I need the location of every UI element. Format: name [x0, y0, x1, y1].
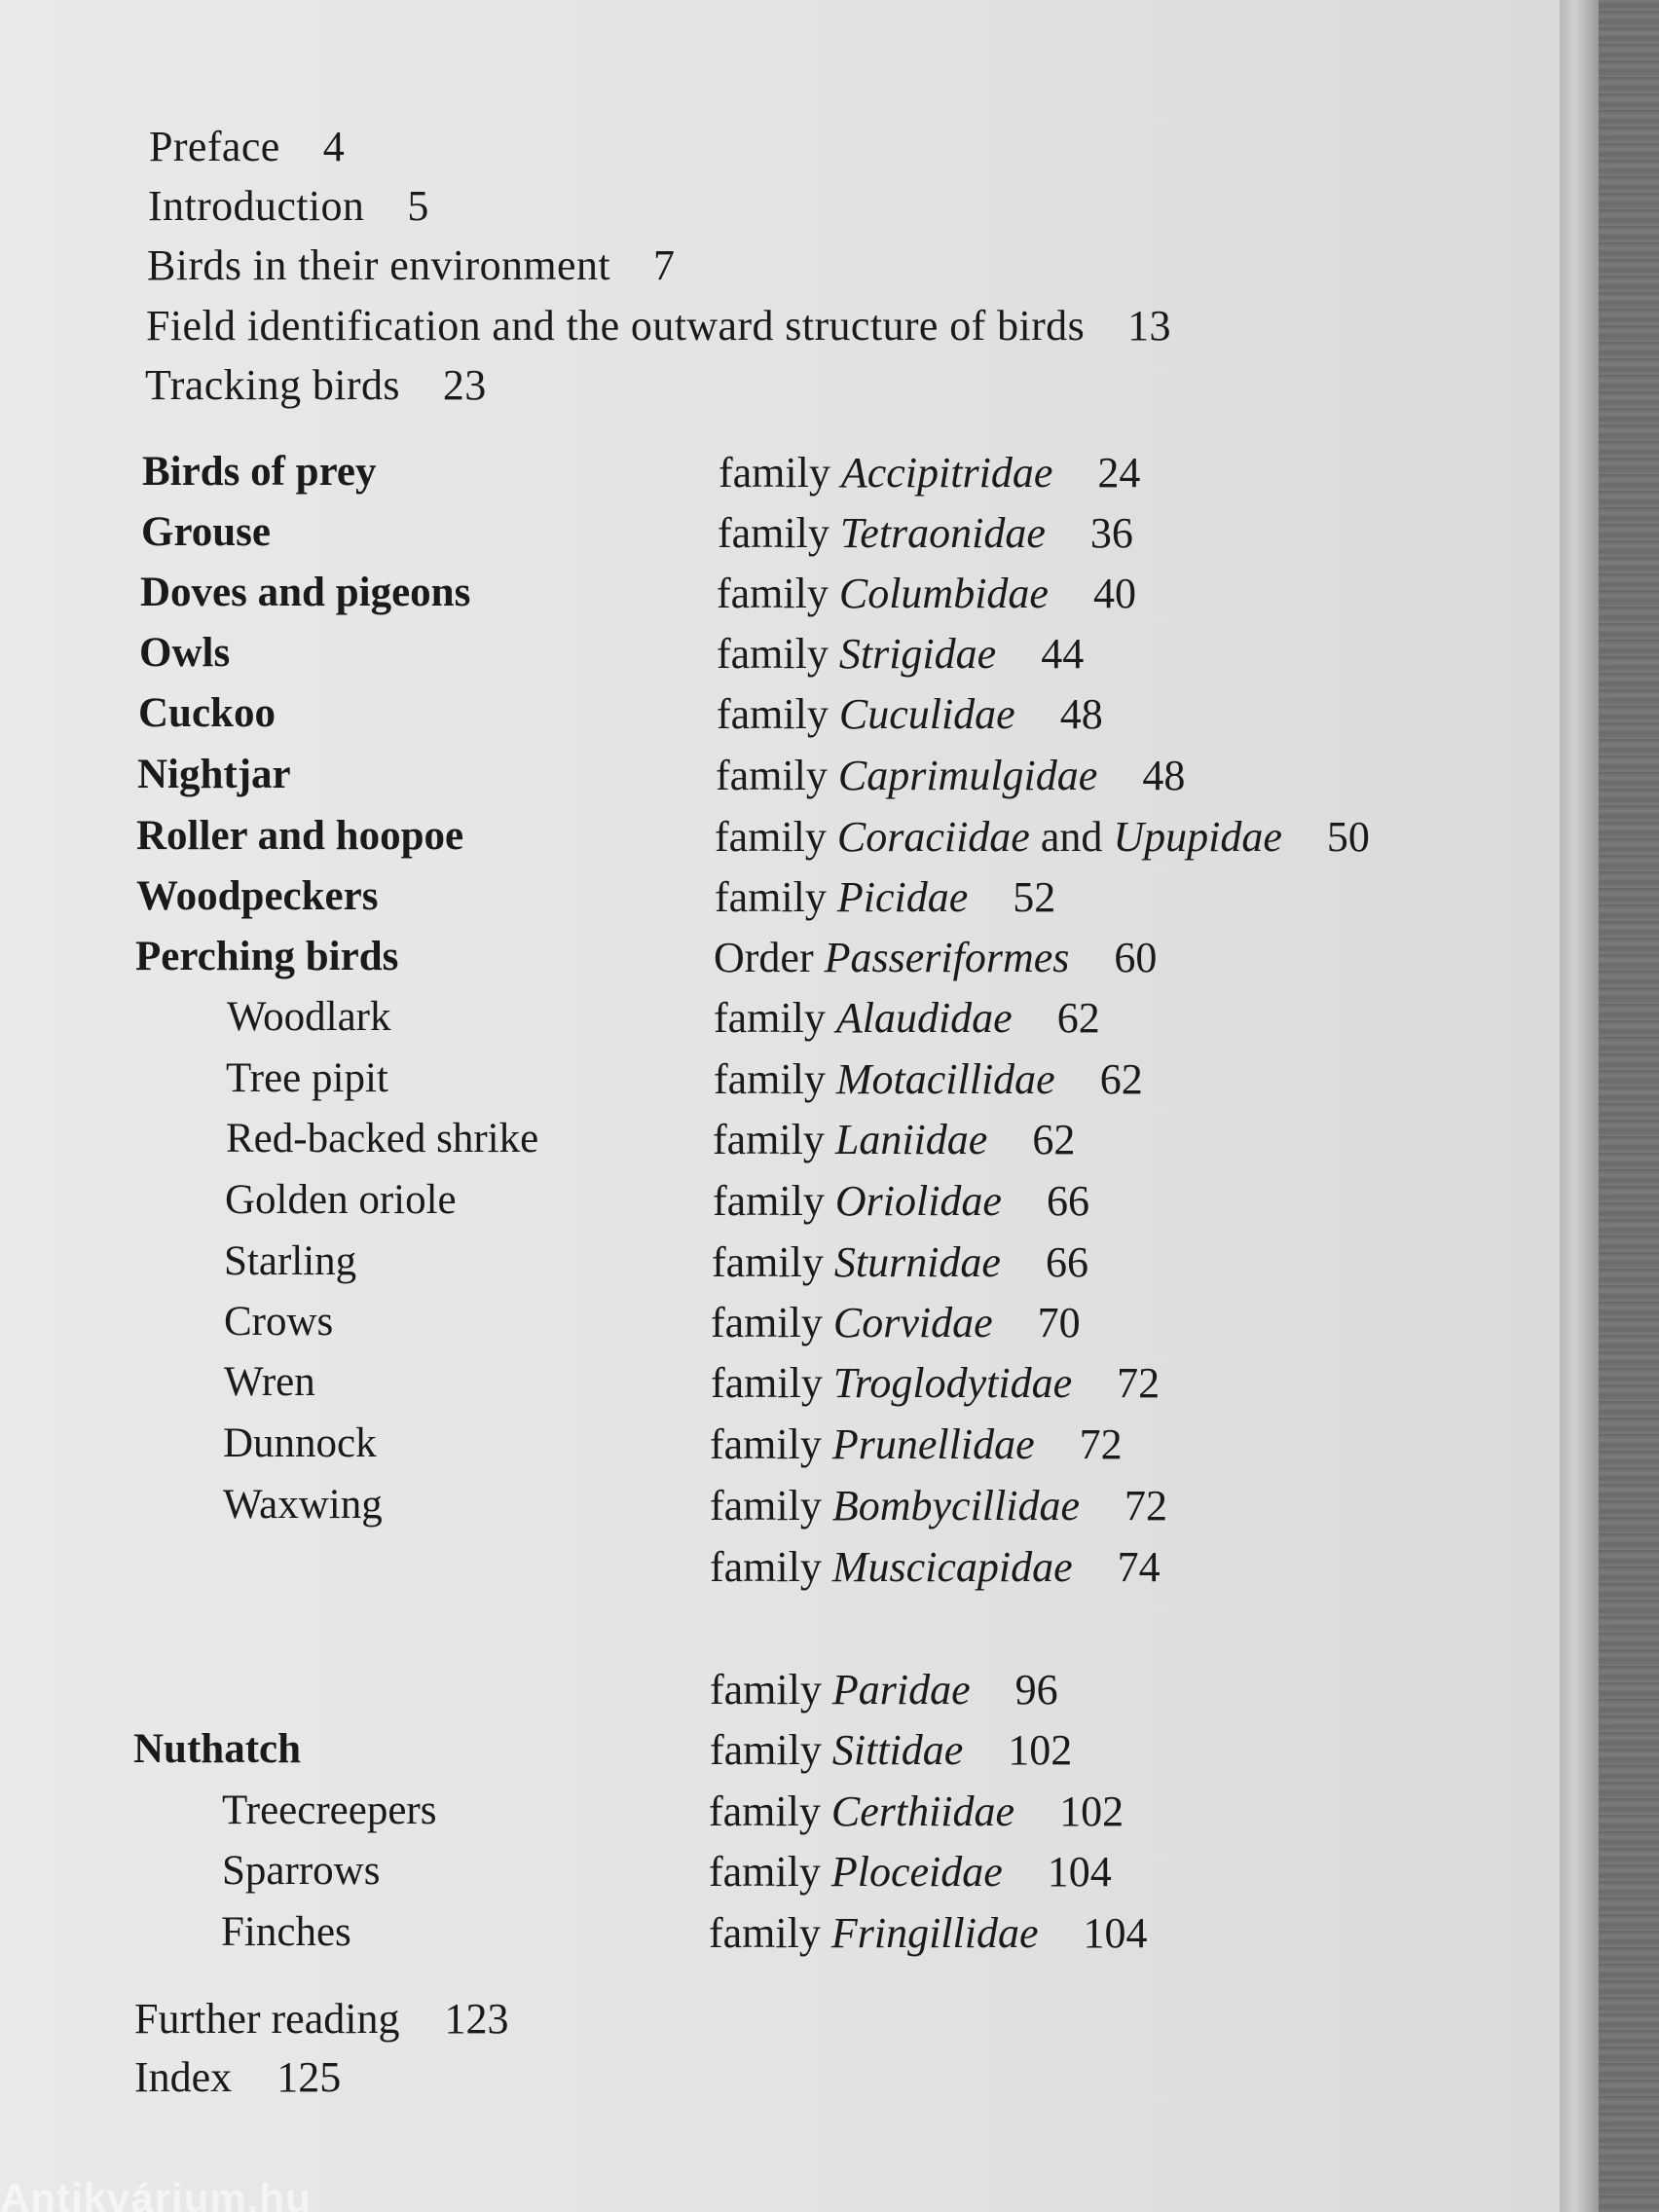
- toc-row: [0, 1237, 1558, 1298]
- group-name: Woodpeckers: [136, 873, 379, 919]
- subgroup-name: Dunnock: [223, 1420, 377, 1466]
- family-ref: [713, 1115, 1075, 1164]
- page-number: 66: [1046, 1177, 1089, 1225]
- taxon-name: Paridae: [831, 1666, 971, 1714]
- family-prefix: family: [709, 1909, 821, 1957]
- toc-row: [0, 569, 1558, 629]
- toc-entry-title: Birds in their environment: [147, 241, 610, 289]
- taxon-name: Troglodytidae: [832, 1359, 1073, 1407]
- page-number: 72: [1117, 1359, 1161, 1407]
- page-number: 102: [1059, 1788, 1124, 1835]
- page-number: 104: [1047, 1848, 1112, 1896]
- toc-row: [0, 1115, 1558, 1175]
- page-number: 74: [1117, 1543, 1161, 1591]
- book-cover-edge: [1599, 0, 1659, 2212]
- family-prefix: family: [710, 1482, 822, 1530]
- watermark: Antikvárium.hu: [0, 2175, 312, 2212]
- toc-row: [0, 448, 1558, 508]
- page-number: 96: [1014, 1666, 1058, 1714]
- family-ref: [713, 1176, 1089, 1226]
- page-number: 24: [1097, 449, 1141, 497]
- family-ref: [718, 508, 1133, 558]
- toc-row: [0, 1604, 1558, 1664]
- taxon-name: Alaudidae: [835, 994, 1013, 1042]
- subgroup-name: Red-backed shrike: [226, 1116, 539, 1161]
- toc-row: [0, 1481, 1558, 1541]
- subgroup-name: Wren: [224, 1359, 315, 1405]
- toc-entry-page: 5: [407, 182, 429, 230]
- taxon-name: Ploceidae: [830, 1848, 1003, 1896]
- toc-row: [0, 1176, 1558, 1236]
- family-ref: [717, 689, 1103, 739]
- family-ref: [711, 1298, 1081, 1347]
- subgroup-name: Waxwing: [223, 1482, 383, 1528]
- toc-row: [0, 689, 1558, 750]
- page-number: 60: [1114, 934, 1158, 981]
- toc-row: [0, 1419, 1558, 1480]
- page-edge: [1560, 0, 1599, 2212]
- family-prefix: family: [715, 813, 827, 861]
- taxon-name: Sittidae: [831, 1726, 964, 1774]
- family-ref: [709, 1847, 1112, 1897]
- family-ref: [710, 1419, 1123, 1469]
- group-name: Owls: [139, 630, 231, 676]
- family-ref: [715, 872, 1055, 922]
- family-ref: [712, 1237, 1088, 1287]
- toc-entry-page: 7: [653, 241, 676, 289]
- family-ref: [714, 993, 1100, 1043]
- family-ref: [710, 1725, 1072, 1775]
- taxon-name: Strigidae: [838, 630, 997, 678]
- toc-row: [0, 1054, 1558, 1115]
- toc-entry-title: Preface: [149, 123, 280, 170]
- taxon-name: Coraciidae: [836, 813, 1030, 861]
- family-ref: [719, 448, 1140, 498]
- taxon-name: Upupidae: [1113, 813, 1282, 861]
- page-number: 52: [1013, 873, 1056, 921]
- taxon-name: Oriolidae: [834, 1177, 1002, 1225]
- toc-entry-page: 4: [322, 123, 346, 170]
- toc-entry-preface: [149, 122, 345, 171]
- family-prefix: family: [710, 1726, 822, 1774]
- toc-entry-title: Field identification and the outward structure of birds: [146, 302, 1086, 350]
- group-name: Nuthatch: [133, 1726, 302, 1772]
- toc-row: [0, 629, 1558, 689]
- family-prefix: family: [712, 1238, 824, 1286]
- toc-entry-field-identification: [146, 301, 1171, 350]
- toc-row: [0, 1908, 1558, 1969]
- page-number: 40: [1092, 570, 1136, 617]
- toc-row: [0, 1542, 1558, 1603]
- group-name: Roller and hoopoe: [136, 813, 464, 859]
- family-ref: [717, 629, 1084, 679]
- family-ref: [710, 1542, 1161, 1592]
- toc-entry-further-reading: [134, 1994, 508, 2044]
- page-number: 72: [1079, 1420, 1123, 1468]
- family-prefix: family: [709, 1848, 821, 1896]
- toc-row: [0, 1298, 1558, 1358]
- subgroup-name: Finches: [221, 1909, 351, 1955]
- toc-entry-tracking: [145, 360, 487, 410]
- family-ref: [714, 1054, 1143, 1104]
- family-prefix: family: [713, 1116, 825, 1163]
- page-number: 62: [1032, 1116, 1076, 1163]
- group-name: Perching birds: [135, 934, 399, 979]
- group-name: Grouse: [141, 509, 271, 555]
- toc-entry-title: Index: [134, 2053, 233, 2101]
- family-ref: [711, 1358, 1160, 1408]
- subgroup-name: Starling: [224, 1238, 357, 1284]
- subgroup-name: Treecreepers: [222, 1788, 437, 1833]
- family-ref: [710, 1481, 1167, 1530]
- taxon-name: Caprimulgidae: [837, 752, 1098, 799]
- family-prefix: family: [714, 1055, 826, 1103]
- family-prefix: family: [710, 1543, 822, 1591]
- family-prefix: family: [709, 1788, 821, 1835]
- taxon-name: Sturnidae: [833, 1238, 1001, 1286]
- toc-entry-title: Further reading: [134, 1995, 400, 2043]
- taxon-name: Laniidae: [834, 1116, 988, 1163]
- toc-entry-title: Tracking birds: [145, 361, 400, 409]
- toc-entry-environment: [147, 240, 675, 290]
- toc-row: [0, 812, 1558, 872]
- toc-row: [0, 1725, 1558, 1786]
- family-prefix: family: [719, 449, 830, 497]
- subgroup-name: Crows: [224, 1299, 334, 1345]
- toc-row: [0, 751, 1558, 811]
- taxon-name: Tetraonidae: [839, 509, 1046, 557]
- toc-entry-page: 23: [442, 361, 487, 409]
- subgroup-name: Golden oriole: [225, 1177, 457, 1223]
- family-prefix: family: [717, 630, 829, 678]
- page-number: 70: [1037, 1299, 1081, 1346]
- group-name: Nightjar: [137, 752, 291, 797]
- toc-row: [0, 1847, 1558, 1907]
- toc-entry-page: 125: [276, 2053, 342, 2101]
- toc-row: [0, 1358, 1558, 1419]
- family-prefix: family: [714, 994, 826, 1042]
- family-prefix: family: [713, 1177, 825, 1225]
- page-number: 104: [1083, 1909, 1148, 1957]
- taxon-joiner: and: [1040, 813, 1103, 861]
- page-number: 66: [1045, 1238, 1088, 1286]
- page-number: 102: [1008, 1726, 1073, 1774]
- toc-entry-index: [134, 2052, 341, 2102]
- taxon-name: Muscicapidae: [831, 1543, 1073, 1591]
- family-ref: [708, 1967, 753, 2016]
- family-ref: [710, 1665, 1058, 1714]
- family-prefix: family: [716, 752, 828, 799]
- taxon-name: Certhiidae: [830, 1788, 1015, 1835]
- toc-entry-page: 13: [1127, 302, 1171, 350]
- family-prefix: family: [710, 1666, 822, 1714]
- taxon-name: Passeriformes: [824, 934, 1070, 981]
- toc-entry-title: Introduction: [148, 182, 365, 230]
- toc-entry-page: 123: [444, 1995, 509, 2043]
- taxon-name: Bombycillidae: [831, 1482, 1080, 1530]
- group-name: Birds of prey: [142, 449, 377, 495]
- group-name: Doves and pigeons: [140, 570, 471, 615]
- taxon-name: Accipitridae: [840, 449, 1053, 497]
- toc-row: [0, 1665, 1558, 1725]
- family-prefix: family: [717, 570, 829, 617]
- family-prefix: family: [711, 1359, 823, 1407]
- family-prefix: family: [717, 690, 829, 738]
- family-prefix: family: [715, 873, 827, 921]
- group-name: Cuckoo: [138, 690, 276, 736]
- family-prefix: family: [711, 1299, 823, 1346]
- toc-row: [0, 933, 1558, 993]
- toc-row: [0, 872, 1558, 933]
- family-prefix: Order: [714, 934, 814, 981]
- toc-row: [0, 508, 1558, 569]
- family-prefix: family: [718, 509, 830, 557]
- subgroup-name: Woodlark: [227, 994, 391, 1040]
- family-ref: [709, 1787, 1124, 1836]
- taxon-name: Cuculidae: [838, 690, 1015, 738]
- subgroup-name: Sparrows: [222, 1848, 381, 1894]
- page-number: 62: [1099, 1055, 1143, 1103]
- taxon-name: Columbidae: [838, 570, 1049, 617]
- family-prefix: family: [710, 1420, 822, 1468]
- page-number: 36: [1089, 509, 1133, 557]
- family-ref: [716, 751, 1185, 800]
- family-ref: [714, 933, 1157, 982]
- page-number: 50: [1326, 813, 1370, 861]
- family-ref: [717, 569, 1136, 618]
- toc-entry-introduction: [148, 181, 429, 231]
- family-ref: [715, 812, 1370, 862]
- family-ref: [709, 1908, 1148, 1958]
- taxon-name: Motacillidae: [835, 1055, 1055, 1103]
- toc-row: [0, 993, 1558, 1053]
- page-number: 48: [1142, 752, 1186, 799]
- taxon-name: Corvidae: [832, 1299, 993, 1346]
- subgroup-name: Tree pipit: [226, 1055, 388, 1101]
- taxon-name: Picidae: [836, 873, 969, 921]
- page-number: 44: [1041, 630, 1085, 678]
- page-number: 72: [1124, 1482, 1167, 1530]
- taxon-name: Prunellidae: [831, 1420, 1035, 1468]
- page-number: 48: [1059, 690, 1103, 738]
- page-number: 62: [1056, 994, 1100, 1042]
- toc-row: [0, 1787, 1558, 1847]
- taxon-name: Fringillidae: [830, 1909, 1039, 1957]
